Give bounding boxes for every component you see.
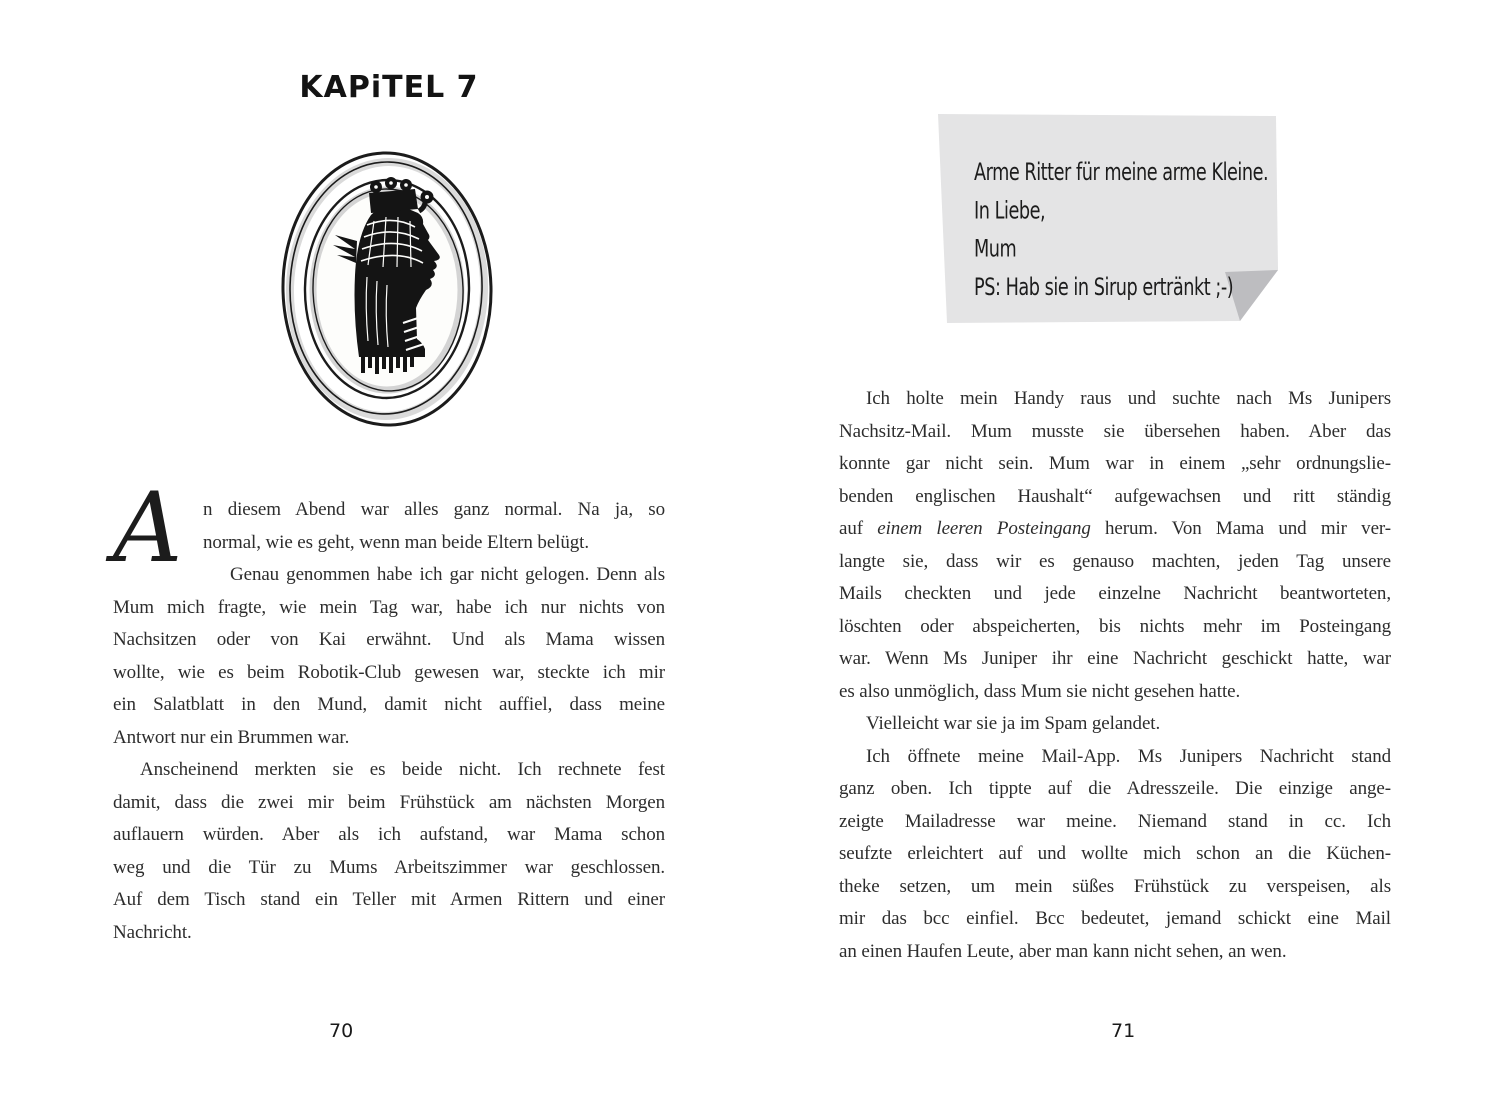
text-line: langte sie, dass wir es genauso machten, jeden Tag unsere	[839, 550, 1391, 572]
page-number-left: 70	[329, 1020, 354, 1042]
paragraph	[113, 754, 665, 949]
text-line: Nachsitz-Mail. Mum musste sie übersehen haben. Aber das	[839, 420, 1391, 442]
text-line: mir das bcc einfiel. Bcc bedeutet, jemand schickt eine Mail	[839, 908, 1391, 929]
text-line: löschten oder abspeicherten, bis nichts mehr im Posteingang	[839, 615, 1391, 637]
text-line: ganz oben. Ich tippte auf die Adresszeile. Die einzige ange-	[839, 778, 1391, 799]
text-line: Nachricht.	[113, 921, 192, 943]
text-line: Nachsitzen oder von Kai erwähnt. Und als Mama wissen	[113, 629, 665, 650]
text-line: seufzte erleichtert auf und wollte mich schon an die Küchen-	[839, 843, 1391, 864]
text-line: Antwort nur ein Brummen war.	[113, 726, 350, 748]
right-page-text	[839, 383, 1391, 968]
text-line: Genau genommen habe ich gar nicht gelogen. Denn als	[230, 564, 665, 585]
sticky-note-line: PS: Hab sie in Sirup ertränkt ;-)	[974, 273, 1234, 302]
page-left	[113, 0, 665, 1093]
text-line: war. Wenn Ms Juniper ihr eine Nachricht geschickt hatte, war	[839, 648, 1391, 669]
sticky-note	[938, 113, 1280, 327]
paragraph	[839, 383, 1391, 708]
text-line: Ich öffnete meine Mail-App. Ms Junipers Nachricht stand	[866, 745, 1391, 767]
text-line: benden englischen Haushalt“ aufgewachsen und ritt ständig	[839, 485, 1391, 507]
page-number-right: 71	[1111, 1020, 1136, 1042]
page-right	[839, 0, 1391, 1093]
sticky-note-line: In Liebe,	[974, 196, 1046, 225]
chapter-heading: KAPiTEL 7	[299, 70, 479, 105]
text-line: ein Salatblatt in den Mund, damit nicht auffiel, dass meine	[113, 694, 665, 715]
text-line: es also unmöglich, dass Mum sie nicht gesehen hatte.	[839, 680, 1241, 702]
cameo-svg	[275, 145, 499, 433]
drop-cap	[113, 472, 203, 584]
text-line: damit, dass die zwei mir beim Frühstück am nächsten Morgen	[113, 791, 665, 813]
paragraph	[113, 559, 665, 754]
text-line: auflauern würden. Aber als ich aufstand, war Mama schon	[113, 824, 665, 845]
text-line: Auf dem Tisch stand ein Teller mit Armen Rittern und einer	[113, 889, 665, 910]
text-line: normal, wie es geht, wenn man beide Eltern belügt.	[203, 531, 589, 553]
drop-cap-letter: A	[113, 472, 183, 584]
sticky-note-text	[974, 153, 1281, 307]
text-line: Vielleicht war sie ja im Spam gelandet.	[866, 713, 1161, 734]
paragraph	[839, 741, 1391, 969]
paragraph	[839, 708, 1391, 741]
text-line: weg und die Tür zu Mums Arbeitszimmer war geschlossen.	[113, 856, 665, 878]
text-line: Mum mich fragte, wie mein Tag war, habe ich nur nichts von	[113, 596, 665, 618]
text-line: Anscheinend merkten sie es beide nicht. Ich rechnete fest	[140, 759, 665, 780]
text-line: zeigte Mailadresse war meine. Niemand stand in cc. Ich	[839, 810, 1391, 832]
text-line: konnte gar nicht sein. Mum war in einem „sehr ordnungslie-	[839, 453, 1391, 474]
text-line: an einen Haufen Leute, aber man kann nicht sehen, an wen.	[839, 940, 1287, 962]
sticky-note-line: Mum	[974, 234, 1017, 264]
text-line: wollte, wie es beim Robotik-Club gewesen war, steckte ich mir	[113, 661, 665, 683]
text-line: auf einem leeren Posteingang herum. Von Mama und mir ver-	[839, 518, 1391, 539]
cameo-illustration	[275, 145, 499, 433]
text-line: theke setzen, um mein süßes Frühstück zu verspeisen, als	[839, 875, 1391, 897]
left-page-text	[113, 472, 665, 949]
text-line: Ich holte mein Handy raus und suchte nach Ms Junipers	[866, 388, 1391, 409]
sticky-note-line: Arme Ritter für meine arme Kleine.	[974, 158, 1269, 187]
text-line: Mails checkten und jede einzelne Nachricht beantworteten,	[839, 583, 1391, 604]
text-line: n diesem Abend war alles ganz normal. Na ja, so	[203, 499, 665, 520]
